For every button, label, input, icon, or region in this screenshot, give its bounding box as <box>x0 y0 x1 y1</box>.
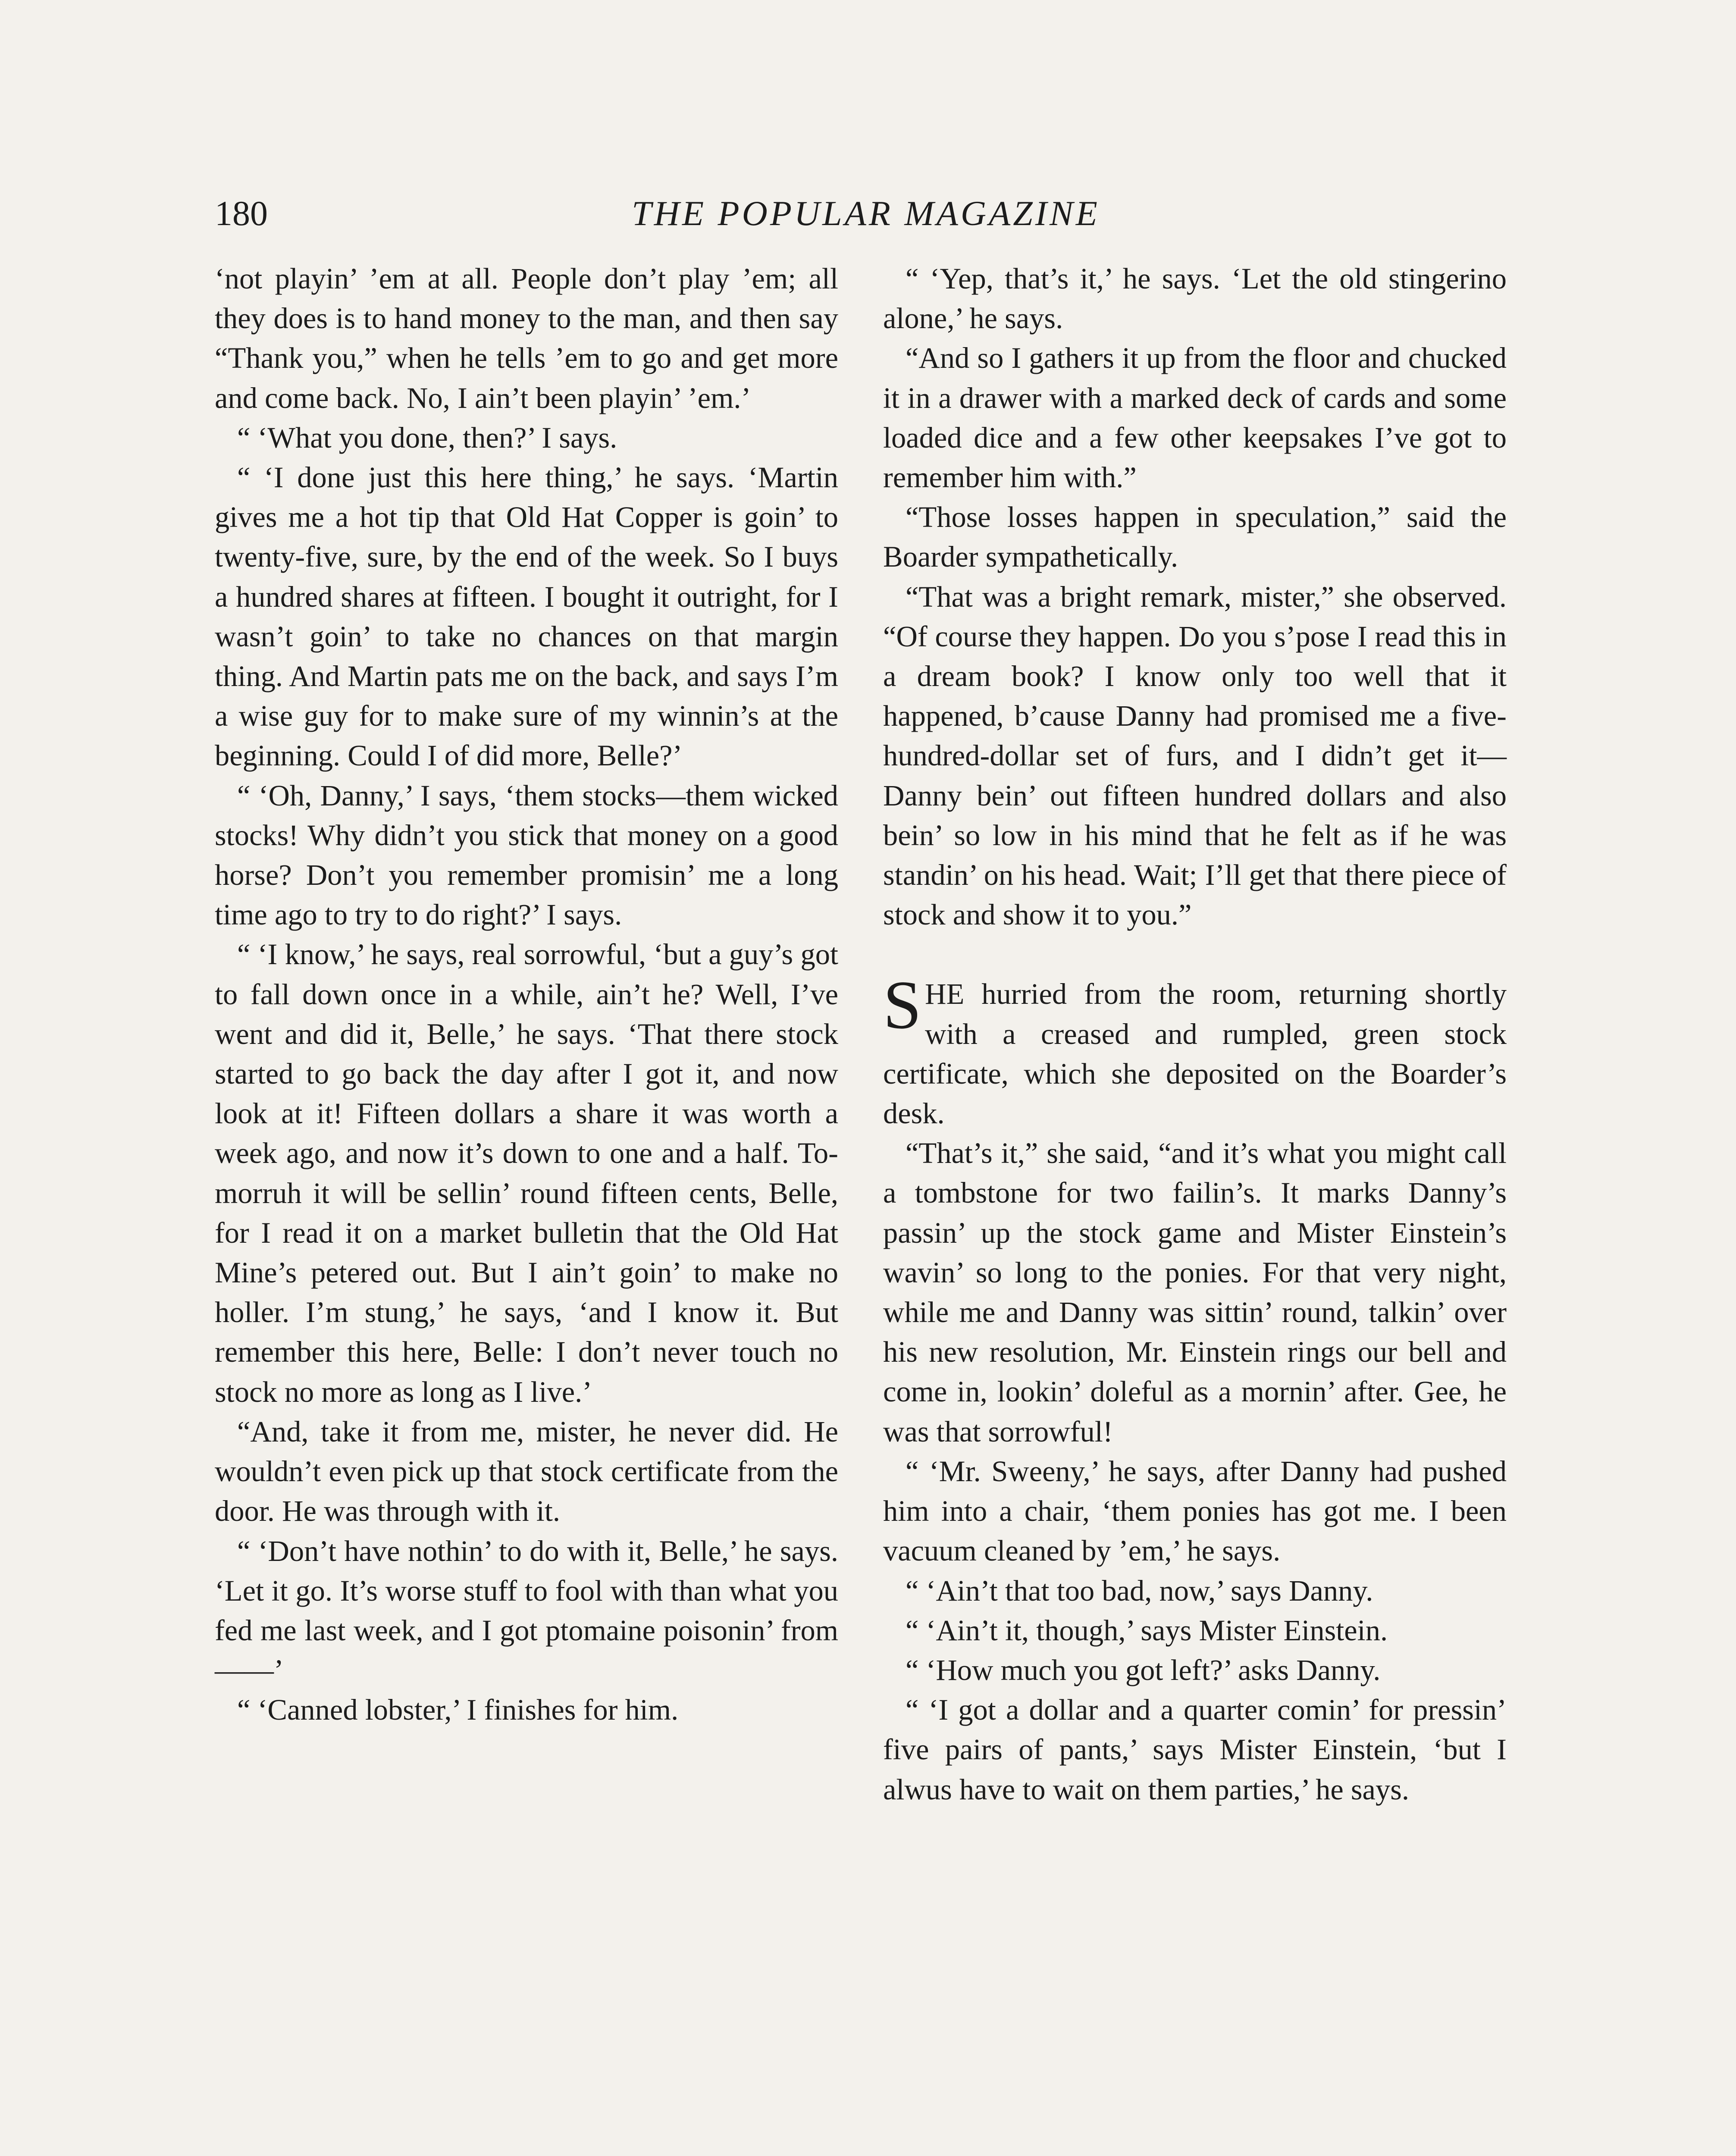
paragraph: “ ‘Ain’t it, though,’ says Mister Einstein. <box>906 1614 1388 1647</box>
paragraph: “ ‘Canned lobster,’ I finishes for him. <box>237 1693 679 1727</box>
paragraph: “ ‘Mr. Sweeny,’ he says, after Danny had pushed him into a chair, ‘them ponies has got me. I been vacuum cleaned by ’em,’ he says. <box>883 1454 1507 1567</box>
paragraph: “ ‘I done just this here thing,’ he says. ‘Martin gives me a hot tip that Old Hat Copper is goin’ to twenty-five, sure, by the end of the week. So I buys a hundred shares at fifteen. I bought it outright, for I wasn’t goin’ to take no chances on that margin thing. And Martin pats me on the back, and says I’m a wise guy for to make sure of my winnin’s at the beginning. Could I of did more, Belle?’ <box>215 461 838 772</box>
paragraph: “ ‘Ain’t that too bad, now,’ says Danny. <box>906 1574 1373 1607</box>
left-column <box>215 259 838 1730</box>
paragraph: “ ‘Oh, Danny,’ I says, ‘them stocks—them wicked stocks! Why didn’t you stick that money on a good horse? Don’t you remember promisin’ me a long time ago to try to do right?’ I says. <box>215 779 838 931</box>
paragraph: “ ‘What you done, then?’ I says. <box>237 421 617 454</box>
paragraph: “Those losses happen in speculation,” said the Boarder sympathetically. <box>883 501 1507 573</box>
paragraph: “And, take it from me, mister, he never did. He wouldn’t even pick up that stock certificate from the door. He was through with it. <box>215 1415 838 1528</box>
page-header <box>215 185 1517 241</box>
paragraph: “ ‘I know,’ he says, real sorrowful, ‘but a guy’s got to fall down once in a while, ain’t he? Well, I’ve went and did it, Belle,’ he says. ‘That there stock started to go back the day after I got it, and now look at it! Fifteen dollars a share it was worth a week ago, and now it’s down to one and a half. To-morruh it will be sellin’ round fifteen cents, Belle, for I read it on a market bulletin that the Old Hat Mine’s petered out. But I ain’t goin’ to make no holler. I’m stung,’ he says, ‘and I know it. But remember this here, Belle: I don’t never touch no stock no more as long as I live.’ <box>215 938 838 1408</box>
paragraph: “That was a bright remark, mister,” she observed. “Of course they happen. Do you s’pose I read this in a dream book? I know only too well that it happened, b’cause Danny had promised me a five-hundred-dollar set of furs, and I didn’t get it—Danny bein’ out fifteen hundred dollars and also bein’ so low in his mind that he felt as if he was standin’ on his head. Wait; I’ll get that there piece of stock and show it to you.” <box>883 580 1507 931</box>
drop-cap-letter: S <box>883 966 921 1044</box>
paragraph: “ ‘I got a dollar and a quarter comin’ for pressin’ five pairs of pants,’ says Mister Einstein, ‘but I alwus have to wait on them parties,’ he says. <box>883 1693 1507 1806</box>
section-break <box>883 934 1507 974</box>
paragraph: “ ‘Don’t have nothin’ to do with it, Belle,’ he says. ‘Let it go. It’s worse stuff to fool with than what you fed me last week, and I got ptomaine poisonin’ from——’ <box>215 1534 838 1687</box>
opening-text: HE hurried from the room, returning shortly with a creased and rumpled, green stock certificate, which she deposited on the Boarder’s desk. <box>883 978 1507 1130</box>
paragraph: “And so I gathers it up from the floor and chucked it in a drawer with a marked deck of cards and some loaded dice and a few other keepsakes I’ve got to remember him with.” <box>883 342 1507 494</box>
right-column <box>883 259 1507 1809</box>
paragraph: “ ‘How much you got left?’ asks Danny. <box>906 1653 1381 1686</box>
paragraph: “That’s it,” she said, “and it’s what you might call a tombstone for two failin’s. It marks Danny’s passin’ up the stock game and Mister Einstein’s wavin’ so long to the ponies. For that very night, while me and Danny was sittin’ round, talkin’ over his new resolution, Mr. Einstein rings our bell and come in, lookin’ doleful as a mornin’ after. Gee, he was that sorrowful! <box>883 1137 1507 1448</box>
section-opening-paragraph <box>883 966 1507 1133</box>
running-head-title: THE POPULAR MAGAZINE <box>632 194 1100 233</box>
page-number: 180 <box>215 194 268 233</box>
paragraph: ‘not playin’ ’em at all. People don’t play ’em; all they does is to hand money to the man, and then say “Thank you,” when he tells ’em to go and get more and come back. No, I ain’t been playin’ ’em.’ <box>215 262 838 414</box>
paragraph: “ ‘Yep, that’s it,’ he says. ‘Let the old stingerino alone,’ he says. <box>883 262 1507 335</box>
